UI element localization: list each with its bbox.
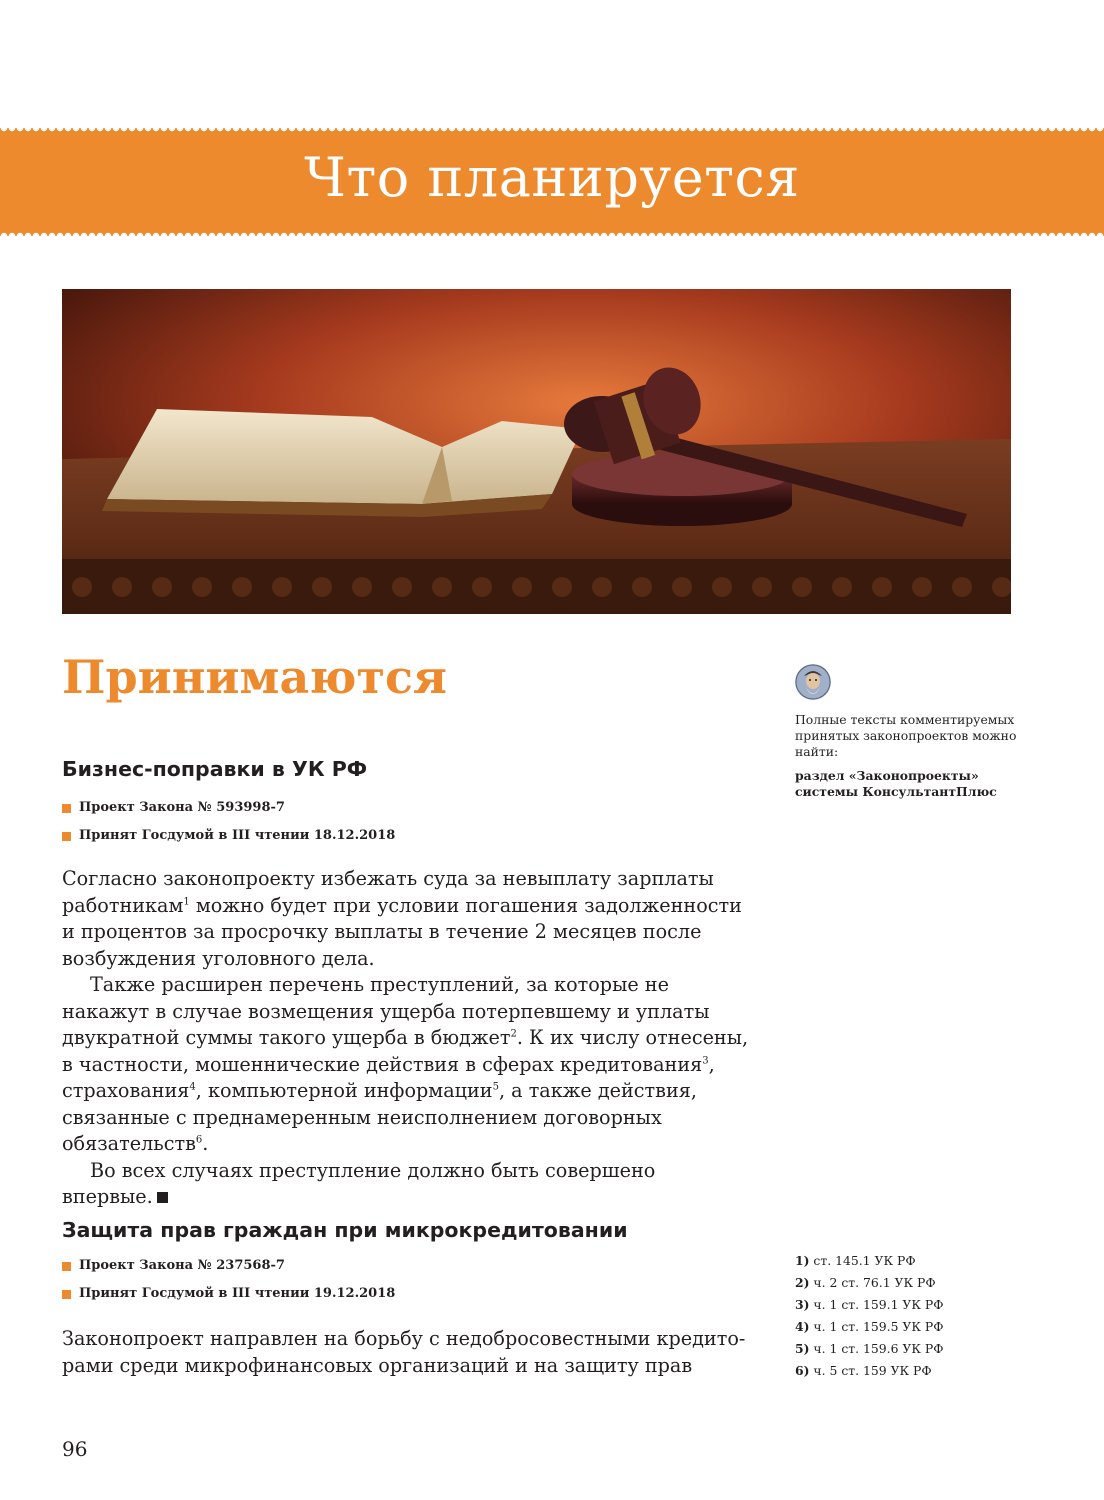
footnote-item	[795, 1338, 944, 1360]
text-run: Во всех случаях преступление должно быть совершено впервые.	[62, 1158, 656, 1208]
end-of-article-square-icon	[157, 1192, 168, 1203]
footnote-number: 6)	[795, 1363, 810, 1378]
adoption-status: Принят Госдумой в III чтении 18.12.2018	[79, 828, 396, 843]
expert-avatar-icon	[795, 664, 831, 700]
footnote-number: 5)	[795, 1341, 810, 1356]
footnote-ref: 6	[195, 1134, 203, 1146]
article-title: Бизнес-поправки в УК РФ	[62, 757, 368, 781]
article-title: Защита прав граждан при микрокредитовании	[62, 1218, 628, 1242]
section-title: Принимаются	[62, 650, 447, 704]
footnote-item	[795, 1316, 944, 1338]
meta-item	[62, 822, 395, 850]
gavel-and-book-photo	[62, 289, 1011, 614]
article-body	[62, 1326, 752, 1379]
text-run: , а также действия, связанные с преднамеренным неисполнением договорных обязательств	[62, 1079, 697, 1155]
paragraph	[62, 1158, 752, 1211]
meta-item	[62, 1252, 395, 1280]
footnote-ref: 2	[510, 1028, 517, 1040]
orange-square-bullet-icon	[62, 832, 71, 841]
footnote-ref: 5	[492, 1081, 499, 1093]
text-run: .	[202, 1132, 209, 1155]
sidebar-note	[795, 712, 1035, 800]
article-meta-list	[62, 1252, 395, 1308]
banner-title: Что планируется	[304, 146, 800, 209]
header-banner	[0, 128, 1104, 236]
text-run: Законопроект направлен на борьбу с недобросовестными кредиторами среди микрофинансовых организаций и на защиту прав	[62, 1327, 746, 1377]
paragraph	[62, 866, 752, 972]
banner-scallop-top	[0, 124, 1104, 132]
text-run: , страхования	[62, 1052, 715, 1102]
footnote-ref: 1	[183, 896, 190, 908]
footnote-text: ч. 1 ст. 159.1 УК РФ	[809, 1297, 944, 1312]
footnote-number: 3)	[795, 1297, 810, 1312]
orange-square-bullet-icon	[62, 804, 71, 813]
text-run: Также расширен перечень преступлений, за которые не накажут в случае возмещения ущерба потерпевшему и уплаты двукратной суммы такого ущерба в бюджет	[62, 973, 710, 1049]
footnote-text: ч. 1 ст. 159.5 УК РФ	[809, 1319, 944, 1334]
text-run: можно будет при условии погашения задолженности и процентов за просрочку выплаты в течение 2 месяцев после возбуждения уголовного дела.	[62, 893, 742, 970]
footnote-ref: 4	[189, 1081, 196, 1093]
text-run: , компьютерной информации	[195, 1079, 493, 1102]
orange-square-bullet-icon	[62, 1262, 71, 1271]
paragraph	[62, 972, 752, 1158]
footnote-item	[795, 1294, 944, 1316]
footnote-number: 4)	[795, 1319, 810, 1334]
footnote-item	[795, 1272, 944, 1294]
meta-item	[62, 1280, 395, 1308]
article-body	[62, 866, 752, 1211]
bill-number: Проект Закона № 593998-7	[79, 800, 285, 815]
footnote-text: ч. 2 ст. 76.1 УК РФ	[809, 1275, 936, 1290]
footnote-ref: 3	[702, 1055, 709, 1067]
banner-scallop-bottom	[0, 232, 1104, 240]
footnote-item	[795, 1360, 944, 1382]
text-run: . К их числу отнесены, в частности, мошеннические действия в сферах кредитования	[62, 1026, 749, 1076]
footnote-text: ст. 145.1 УК РФ	[809, 1253, 916, 1268]
meta-item	[62, 794, 395, 822]
article-meta-list	[62, 794, 395, 850]
footnote-text: ч. 1 ст. 159.6 УК РФ	[809, 1341, 944, 1356]
orange-square-bullet-icon	[62, 1290, 71, 1299]
footnotes-list	[795, 1250, 944, 1382]
page-number: 96	[62, 1437, 88, 1461]
footnote-item	[795, 1250, 944, 1272]
footnote-number: 2)	[795, 1275, 810, 1290]
bill-number: Проект Закона № 237568-7	[79, 1258, 285, 1273]
sidebar-note-source: раздел «Законопроекты» системы КонсультантПлюс	[795, 768, 997, 799]
adoption-status: Принят Госдумой в III чтении 19.12.2018	[79, 1286, 396, 1301]
footnote-text: ч. 5 ст. 159 УК РФ	[809, 1363, 932, 1378]
paragraph	[62, 1326, 752, 1379]
text-run: Согласно законопроекту избежать суда за невыплату зарплаты работникам	[62, 867, 714, 917]
footnote-number: 1)	[795, 1253, 810, 1268]
sidebar-note-text: Полные тексты комментируемых принятых законопроектов можно найти:	[795, 712, 1017, 759]
